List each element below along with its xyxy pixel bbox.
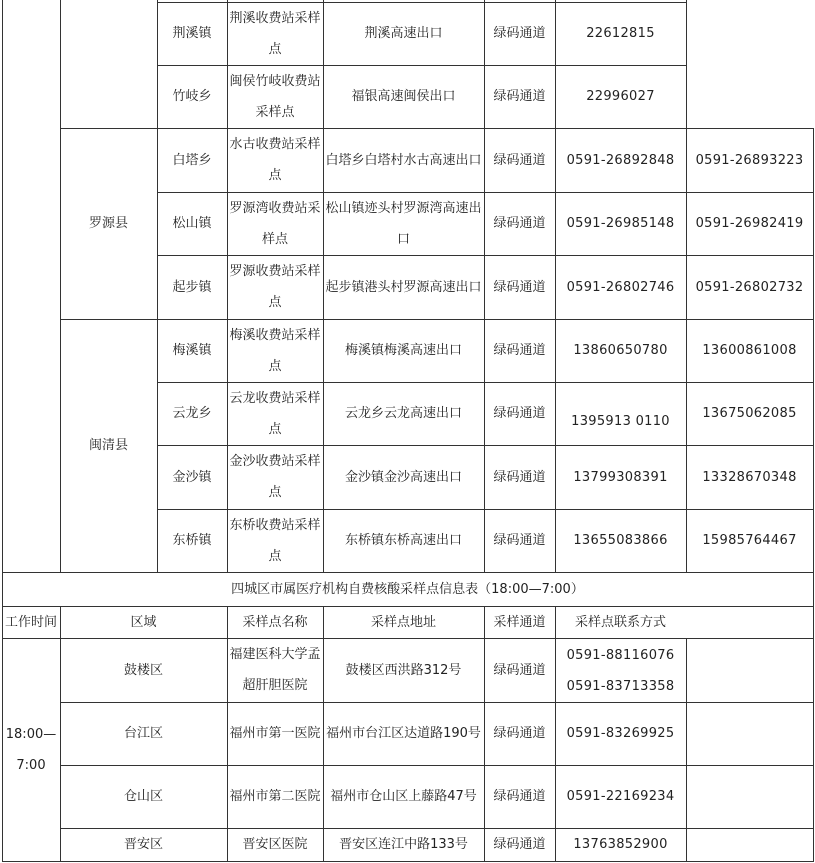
- site-cell: 晋安区医院: [242, 837, 308, 852]
- phone-cell: 13799308391: [573, 469, 668, 485]
- address-cell: 荆溪高速出口: [364, 26, 443, 41]
- channel-cell: 绿码通道: [493, 533, 546, 548]
- site-cell: 水古收费站采样点: [229, 137, 321, 183]
- town-cell: 梅溪镇: [172, 343, 212, 358]
- channel-cell: 绿码通道: [493, 216, 546, 231]
- district-cell: 晋安区: [123, 837, 163, 852]
- phone-cell-2: 13675062085: [702, 406, 797, 421]
- address-cell: 云龙乡云龙高速出口: [344, 406, 462, 421]
- county-cell-minqing: 闽清县: [88, 438, 128, 453]
- phone-cell: 22996027: [586, 89, 655, 104]
- address-cell: 金沙镇金沙高速出口: [344, 469, 462, 485]
- channel-cell: 绿码通道: [493, 152, 546, 168]
- site-cell: 荆溪收费站采样点: [229, 10, 321, 57]
- header-work-time: 工作时间: [4, 614, 57, 630]
- header-address: 采样点地址: [370, 614, 436, 630]
- address-cell: 白塔乡白塔村水古高速出口: [325, 152, 482, 168]
- site-cell: 福州市第一医院: [229, 726, 321, 741]
- district-cell: 台江区: [123, 726, 163, 741]
- town-cell: 云龙乡: [172, 406, 212, 421]
- channel-cell: 绿码通道: [493, 279, 546, 295]
- phone-cell: 13655083866: [573, 533, 668, 548]
- district-cell: 仓山区: [123, 789, 163, 804]
- header-district: 区域: [130, 614, 157, 630]
- address-cell: 梅溪镇梅溪高速出口: [344, 343, 462, 358]
- phone-cell: 13860650780: [573, 343, 668, 358]
- channel-cell: 绿码通道: [493, 343, 546, 358]
- town-cell: 东桥镇: [172, 533, 212, 548]
- site-cell: 金沙收费站采样点: [229, 454, 321, 500]
- phone-cell: 0591-26985148: [566, 216, 675, 231]
- channel-cell: 绿码通道: [493, 837, 546, 852]
- phone-cell-2: 0591-26893223: [695, 152, 804, 168]
- site-cell: 闽侯竹岐收费站采样点: [229, 73, 321, 120]
- address-cell: 东桥镇东桥高速出口: [344, 533, 462, 548]
- phone-cell: 0591-26802746: [566, 279, 675, 295]
- phone-cell: 22612815: [586, 26, 655, 41]
- channel-cell: 绿码通道: [493, 469, 546, 485]
- phone-cell: 0591-26892848: [566, 152, 675, 168]
- town-cell: 金沙镇: [172, 469, 212, 485]
- phone-cell-2: 13328670348: [702, 469, 797, 485]
- address-cell: 鼓楼区西洪路312号: [345, 662, 462, 678]
- address-cell: 福银高速闽侯出口: [351, 89, 456, 104]
- address-cell: 福州市仓山区上藤路47号: [330, 789, 477, 804]
- header-contact: 采样点联系方式: [574, 614, 666, 630]
- site-cell: 梅溪收费站采样点: [229, 327, 321, 374]
- phone-cell: 1395913 0110: [571, 414, 670, 429]
- channel-cell: 绿码通道: [493, 406, 546, 421]
- site-cell: 云龙收费站采样点: [229, 390, 321, 437]
- county-cell-luoyuan: 罗源县: [88, 216, 128, 231]
- phone-cell: 13763852900: [573, 837, 668, 852]
- town-cell: 荆溪镇: [172, 26, 212, 41]
- town-cell: 起步镇: [172, 279, 212, 295]
- site-cell: 福建医科大学孟超肝胆医院: [229, 647, 321, 693]
- town-cell: 松山镇: [172, 216, 212, 231]
- address-cell: 福州市台江区达道路190号: [326, 726, 481, 741]
- phone-cell-2: 0591-83713358: [566, 679, 675, 694]
- channel-cell: 绿码通道: [493, 26, 546, 41]
- phone-cell-2: 13600861008: [702, 343, 797, 358]
- phone-cell-2: 0591-26802732: [695, 279, 804, 295]
- phone-cell-2: 0591-26982419: [695, 216, 804, 231]
- district-cell: 鼓楼区: [123, 662, 163, 678]
- site-cell: 东桥收费站采样点: [229, 517, 321, 564]
- address-cell: 起步镇港头村罗源高速出口: [325, 279, 482, 295]
- channel-cell: 绿码通道: [493, 89, 546, 104]
- site-cell: 福州市第二医院: [229, 789, 321, 804]
- phone-cell: 0591-83269925: [566, 726, 675, 741]
- site-cell: 罗源收费站采样点: [229, 264, 321, 310]
- phone-cell: 0591-22169234: [566, 789, 675, 804]
- address-cell: 晋安区连江中路133号: [339, 837, 468, 852]
- channel-cell: 绿码通道: [493, 726, 546, 741]
- channel-cell: 绿码通道: [493, 662, 546, 678]
- header-channel: 采样通道: [493, 614, 546, 630]
- work-time-cell: 18:00—7:00: [5, 726, 57, 773]
- header-site: 采样点名称: [242, 614, 308, 630]
- address-cell: 松山镇迹头村罗源湾高速出口: [325, 200, 482, 247]
- site-cell: 罗源湾收费站采样点: [229, 200, 321, 247]
- channel-cell: 绿码通道: [493, 789, 546, 804]
- phone-cell-2: 15985764467: [702, 533, 797, 548]
- town-cell: 竹岐乡: [172, 89, 212, 104]
- phone-cell: 0591-88116076: [566, 648, 675, 663]
- town-cell: 白塔乡: [172, 152, 212, 168]
- lower-table-title: 四城区市属医疗机构自费核酸采样点信息表（18:00—7:00）: [231, 581, 584, 597]
